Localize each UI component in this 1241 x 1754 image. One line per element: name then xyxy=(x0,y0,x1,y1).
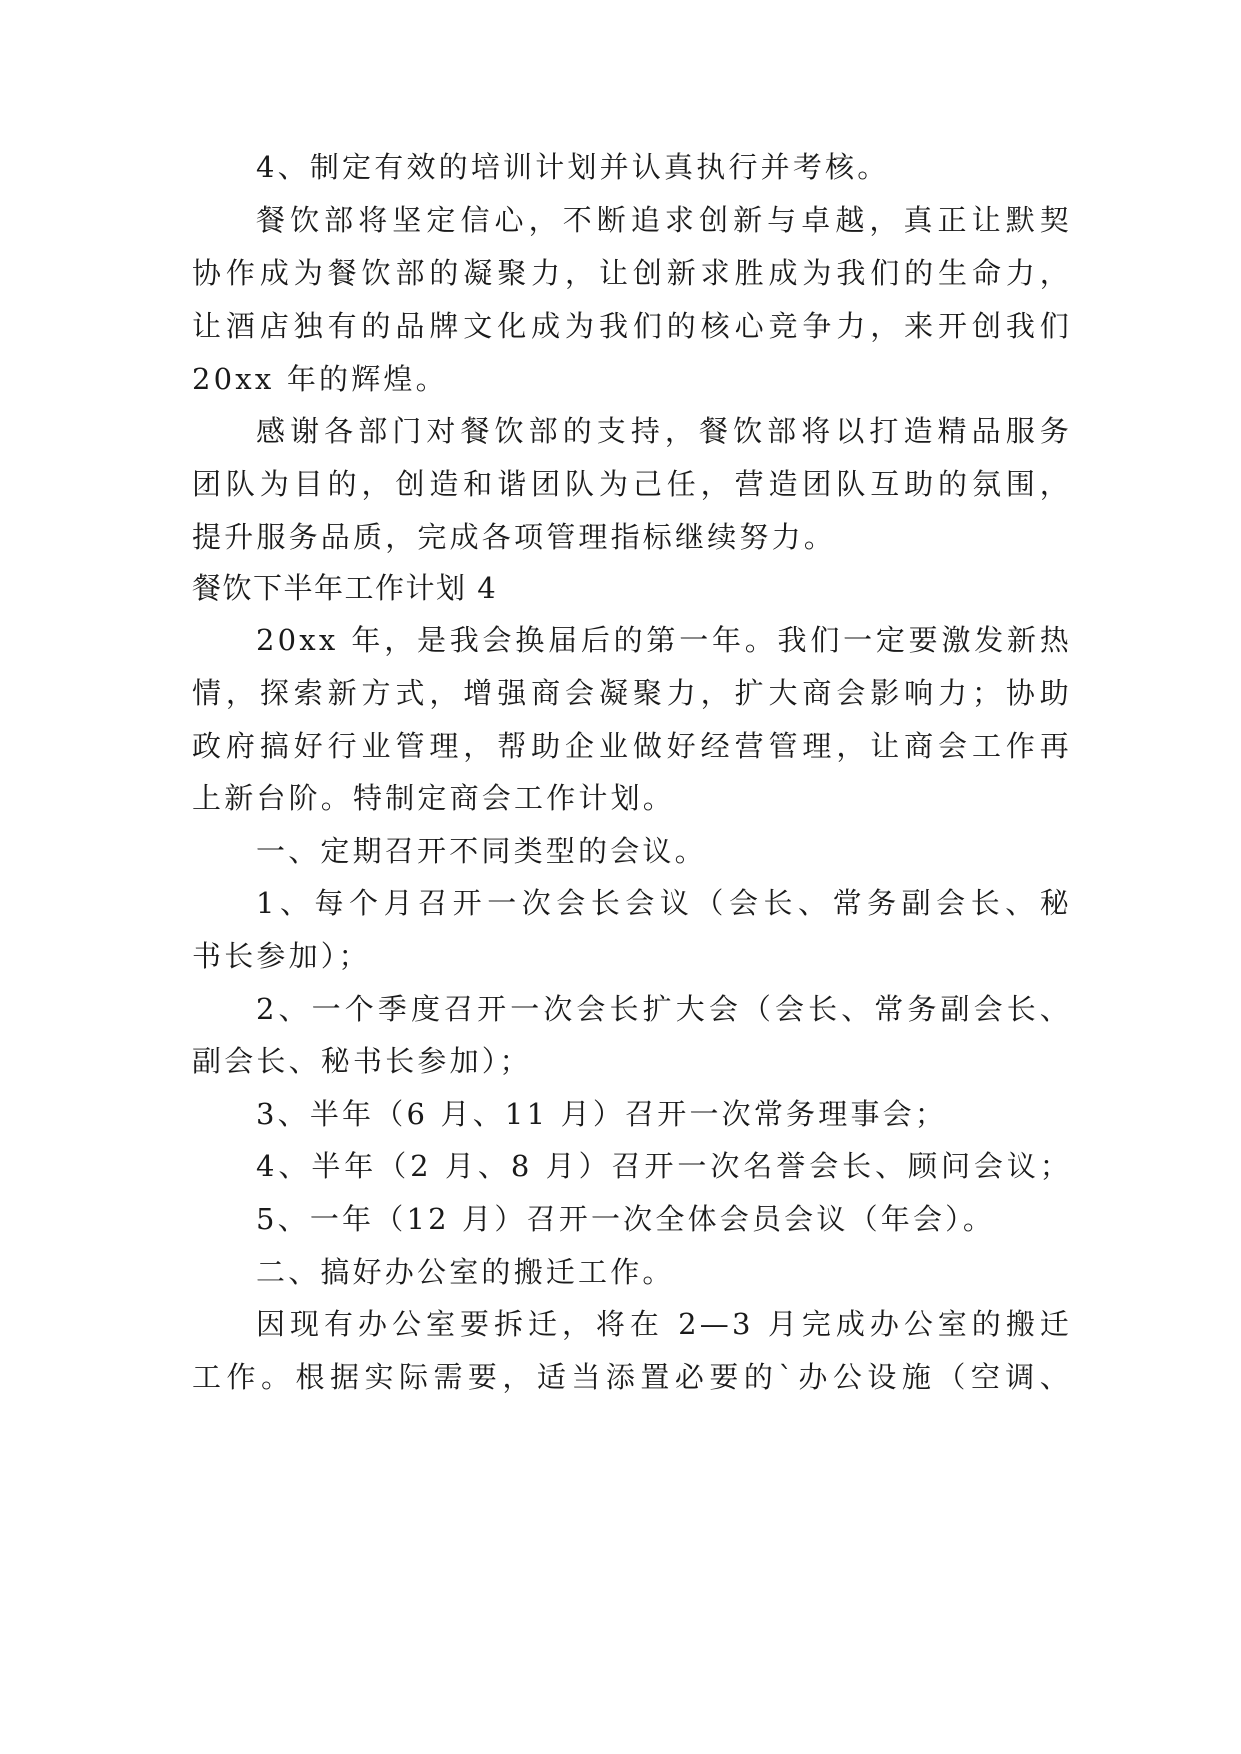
paragraph-line: 政府搞好行业管理，帮助企业做好经营管理，让商会工作再 xyxy=(192,729,1072,763)
paragraph-line: 因现有办公室要拆迁，将在 2—3 月完成办公室的搬迁 xyxy=(256,1307,1072,1341)
paragraph-line: 副会长、秘书长参加）； xyxy=(192,1044,532,1078)
paragraph-line: 书长参加）； xyxy=(192,939,371,973)
paragraph-line: 提升服务品质，完成各项管理指标继续努力。 xyxy=(192,520,837,554)
paragraph-line: 情，探索新方式，增强商会凝聚力，扩大商会影响力；协助 xyxy=(192,676,1072,710)
paragraph-line: 感谢各部门对餐饮部的支持，餐饮部将以打造精品服务 xyxy=(256,414,1072,448)
paragraph-line: 20xx 年，是我会换届后的第一年。我们一定要激发新热 xyxy=(256,623,1072,657)
paragraph-line: 二、搞好办公室的搬迁工作。 xyxy=(256,1255,675,1289)
paragraph-line: 5、一年（12 月）召开一次全体会员会议（年会）。 xyxy=(256,1202,996,1236)
paragraph-line: 餐饮部将坚定信心，不断追求创新与卓越，真正让默契 xyxy=(256,203,1072,237)
paragraph-line: 团队为目的，创造和谐团队为己任，营造团队互助的氛围， xyxy=(192,467,1072,501)
paragraph-line: 4、半年（2 月、8 月）召开一次名誉会长、顾问会议； xyxy=(256,1149,1072,1183)
paragraph-line: 一、定期召开不同类型的会议。 xyxy=(256,834,707,868)
paragraph-line: 1、每个月召开一次会长会议（会长、常务副会长、秘 xyxy=(256,886,1072,920)
paragraph-line: 协作成为餐饮部的凝聚力，让创新求胜成为我们的生命力， xyxy=(192,256,1072,290)
paragraph-line: 上新台阶。特制定商会工作计划。 xyxy=(192,781,676,815)
paragraph-line: 2、一个季度召开一次会长扩大会（会长、常务副会长、 xyxy=(256,992,1072,1026)
paragraph-line: 20xx 年的辉煌。 xyxy=(192,362,448,396)
section-heading: 餐饮下半年工作计划 4 xyxy=(192,571,498,605)
paragraph-line: 工作。根据实际需要，适当添置必要的`办公设施（空调、 xyxy=(192,1360,1072,1394)
paragraph-line: 3、半年（6 月、11 月）召开一次常务理事会； xyxy=(256,1097,948,1131)
paragraph-line: 让酒店独有的品牌文化成为我们的核心竞争力，来开创我们 xyxy=(192,309,1072,343)
paragraph-line: 4、制定有效的培训计划并认真执行并考核。 xyxy=(256,150,890,184)
